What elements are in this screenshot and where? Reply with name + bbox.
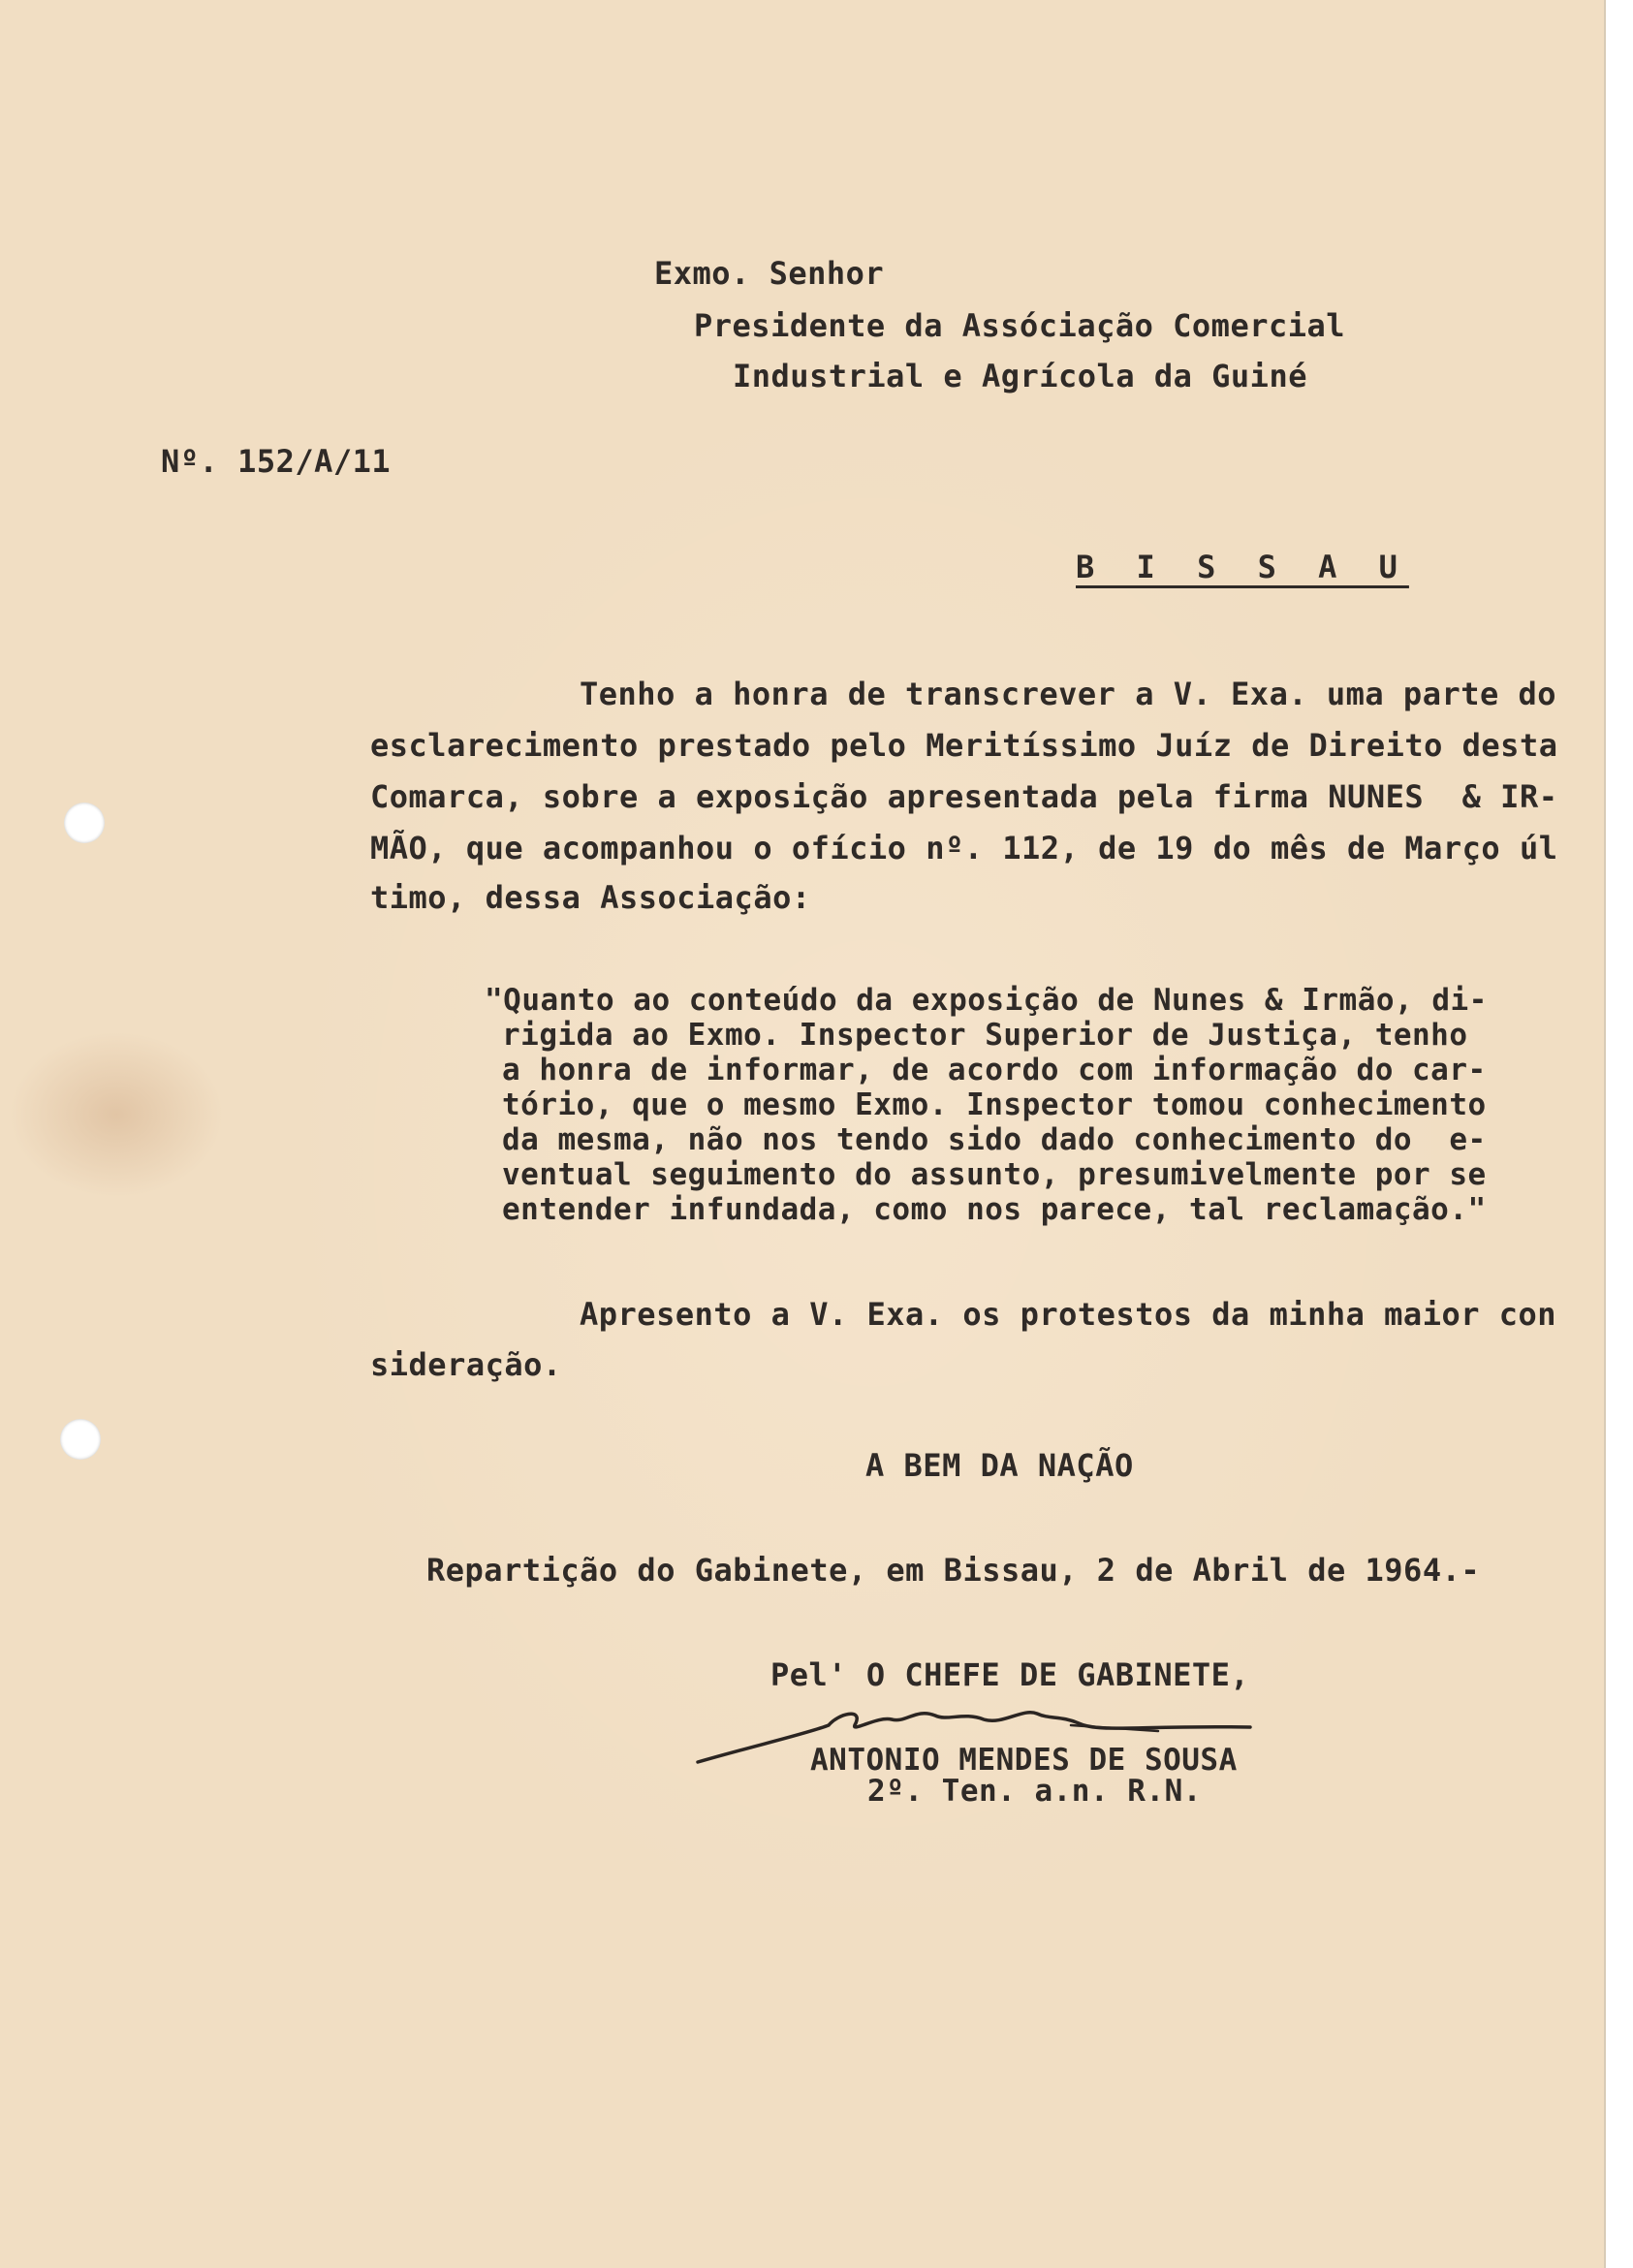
punch-hole-top — [64, 803, 105, 843]
city-heading: B I S S A U — [1076, 549, 1409, 585]
quote-line: "Quanto ao conteúdo da exposição de Nunes & Irmão, di- — [485, 983, 1488, 1018]
addressee-salutation: Exmo. Senhor — [654, 255, 885, 292]
paragraph-line: Tenho a honra de transcrever a V. Exa. uma parte do — [580, 676, 1557, 712]
signatory-name: ANTONIO MENDES DE SOUSA — [810, 1743, 1238, 1778]
addressee-line-2: Industrial e Agrícola da Guiné — [733, 358, 1307, 394]
motto: A BEM DA NAÇÃO — [865, 1447, 1134, 1484]
quote-line: ventual seguimento do assunto, presumivelmente por se — [502, 1157, 1487, 1192]
quote-line: tório, que o mesmo Exmo. Inspector tomou conhecimento — [502, 1087, 1487, 1122]
quote-line: a honra de informar, de acordo com informação do car- — [502, 1053, 1487, 1087]
paragraph-line: esclarecimento prestado pelo Meritíssimo Juíz de Direito desta — [370, 727, 1558, 764]
closing-line: Apresento a V. Exa. os protestos da minha maior con — [580, 1296, 1557, 1333]
signatory-rank: 2º. Ten. a.n. R.N. — [867, 1774, 1202, 1809]
signatory-role: Pel' O CHEFE DE GABINETE, — [770, 1656, 1250, 1693]
paragraph-line: Comarca, sobre a exposição apresentada pela firma NUNES & IR- — [370, 778, 1558, 815]
quote-line: entender infundada, como nos parece, tal reclamação." — [502, 1192, 1487, 1227]
addressee-line-1: Presidente da Assóciação Comercial — [694, 307, 1346, 344]
punch-hole-bottom — [60, 1419, 101, 1460]
quote-line: rigida ao Exmo. Inspector Superior de Justiça, tenho — [502, 1018, 1468, 1053]
paragraph-line: MÃO, que acompanhou o ofício nº. 112, de 19 do mês de Março úl — [370, 830, 1558, 866]
closing-line: sideração. — [370, 1346, 562, 1383]
scan-margin — [1604, 0, 1633, 2268]
reference-number: Nº. 152/A/11 — [161, 443, 392, 480]
place-and-date: Repartição do Gabinete, em Bissau, 2 de Abril de 1964.- — [426, 1552, 1481, 1589]
paragraph-line: timo, dessa Associação: — [370, 879, 811, 916]
quote-line: da mesma, não nos tendo sido dado conhecimento do e- — [502, 1122, 1487, 1157]
